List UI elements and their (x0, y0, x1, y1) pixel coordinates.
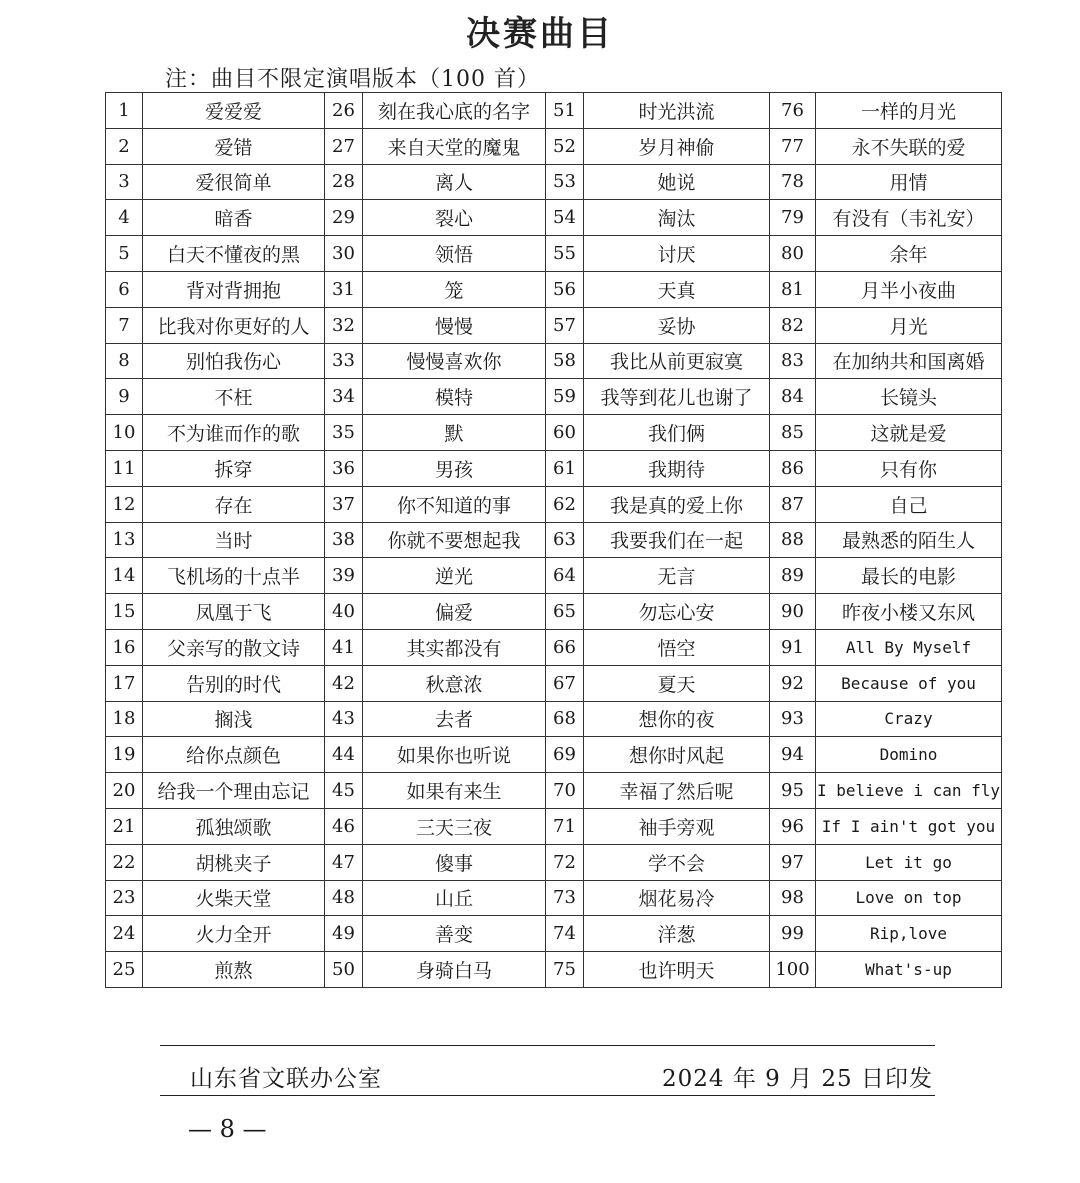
song-title: 别怕我伤心 (143, 343, 325, 379)
song-title: 我等到花儿也谢了 (584, 379, 770, 415)
song-number: 76 (770, 93, 816, 129)
song-title: 慢慢 (363, 307, 546, 343)
song-number: 94 (770, 737, 816, 773)
song-number: 16 (106, 629, 143, 665)
song-title: 我们俩 (584, 415, 770, 451)
song-number: 81 (770, 271, 816, 307)
song-title: 如果你也听说 (363, 737, 546, 773)
song-title: 余年 (816, 236, 1002, 272)
song-number: 64 (546, 558, 584, 594)
song-number: 73 (546, 880, 584, 916)
song-number: 65 (546, 594, 584, 630)
song-title: 裂心 (363, 200, 546, 236)
song-title: 悟空 (584, 629, 770, 665)
table-row (106, 844, 1002, 880)
song-number: 8 (106, 343, 143, 379)
song-number: 89 (770, 558, 816, 594)
song-title: 身骑白马 (363, 952, 546, 988)
song-title: 不枉 (143, 379, 325, 415)
song-title: 想你的夜 (584, 701, 770, 737)
table-row (106, 93, 1002, 129)
song-number: 42 (325, 665, 363, 701)
song-number: 13 (106, 522, 143, 558)
song-title: 凤凰于飞 (143, 594, 325, 630)
table-row (106, 128, 1002, 164)
song-title: 一样的月光 (816, 93, 1002, 129)
song-number: 30 (325, 236, 363, 272)
song-title: 想你时风起 (584, 737, 770, 773)
table-row (106, 522, 1002, 558)
song-number: 80 (770, 236, 816, 272)
song-number: 79 (770, 200, 816, 236)
song-title: 有没有（韦礼安） (816, 200, 1002, 236)
issue-date: 2024 年 9 月 25 日印发 (662, 1066, 933, 1092)
song-title: Crazy (816, 701, 1002, 737)
song-number: 98 (770, 880, 816, 916)
song-title: 笼 (363, 271, 546, 307)
song-title: 洋葱 (584, 916, 770, 952)
song-number: 24 (106, 916, 143, 952)
song-number: 3 (106, 164, 143, 200)
song-number: 75 (546, 952, 584, 988)
song-title: All By Myself (816, 629, 1002, 665)
song-number: 58 (546, 343, 584, 379)
song-title: 煎熬 (143, 952, 325, 988)
song-number: 61 (546, 450, 584, 486)
song-title: 在加纳共和国离婚 (816, 343, 1002, 379)
song-title: 只有你 (816, 450, 1002, 486)
song-number: 4 (106, 200, 143, 236)
song-number: 38 (325, 522, 363, 558)
table-row (106, 952, 1002, 988)
song-title: 爱爱爱 (143, 93, 325, 129)
song-title: 讨厌 (584, 236, 770, 272)
table-row (106, 164, 1002, 200)
song-number: 6 (106, 271, 143, 307)
song-number: 36 (325, 450, 363, 486)
song-number: 59 (546, 379, 584, 415)
song-title: Let it go (816, 844, 1002, 880)
song-number: 72 (546, 844, 584, 880)
song-title: 离人 (363, 164, 546, 200)
song-number: 12 (106, 486, 143, 522)
song-title: 她说 (584, 164, 770, 200)
song-number: 41 (325, 629, 363, 665)
table-row (106, 343, 1002, 379)
song-title: I believe i can fly (816, 773, 1002, 809)
song-number: 68 (546, 701, 584, 737)
song-title: 给你点颜色 (143, 737, 325, 773)
song-number: 25 (106, 952, 143, 988)
song-number: 99 (770, 916, 816, 952)
song-title: 山丘 (363, 880, 546, 916)
table-row (106, 379, 1002, 415)
song-title: 背对背拥抱 (143, 271, 325, 307)
song-title: 白天不懂夜的黑 (143, 236, 325, 272)
song-title: 我期待 (584, 450, 770, 486)
song-number: 87 (770, 486, 816, 522)
table-row (106, 307, 1002, 343)
song-number: 37 (325, 486, 363, 522)
song-title: 我要我们在一起 (584, 522, 770, 558)
song-number: 20 (106, 773, 143, 809)
song-number: 55 (546, 236, 584, 272)
song-number: 54 (546, 200, 584, 236)
song-number: 7 (106, 307, 143, 343)
song-title: 最熟悉的陌生人 (816, 522, 1002, 558)
song-title: 存在 (143, 486, 325, 522)
song-title: 如果有来生 (363, 773, 546, 809)
table-row (106, 665, 1002, 701)
song-title: 勿忘心安 (584, 594, 770, 630)
song-title: 用情 (816, 164, 1002, 200)
song-title: 永不失联的爱 (816, 128, 1002, 164)
song-number: 50 (325, 952, 363, 988)
song-number: 26 (325, 93, 363, 129)
page-number: — 8 — (188, 1115, 267, 1143)
song-title: 不为谁而作的歌 (143, 415, 325, 451)
table-row (106, 773, 1002, 809)
song-title: 月半小夜曲 (816, 271, 1002, 307)
song-number: 31 (325, 271, 363, 307)
song-title: 火力全开 (143, 916, 325, 952)
song-title: 也许明天 (584, 952, 770, 988)
song-title: 拆穿 (143, 450, 325, 486)
song-number: 51 (546, 93, 584, 129)
song-number: 11 (106, 450, 143, 486)
footer-bottom-rule (160, 1095, 935, 1096)
song-number: 39 (325, 558, 363, 594)
song-number: 10 (106, 415, 143, 451)
song-number: 32 (325, 307, 363, 343)
song-number: 53 (546, 164, 584, 200)
song-number: 60 (546, 415, 584, 451)
song-number: 9 (106, 379, 143, 415)
song-title: 我是真的爱上你 (584, 486, 770, 522)
song-title: 逆光 (363, 558, 546, 594)
song-title: 孤独颂歌 (143, 808, 325, 844)
song-title: 妥协 (584, 307, 770, 343)
song-title: 长镜头 (816, 379, 1002, 415)
song-number: 23 (106, 880, 143, 916)
issuing-office: 山东省文联办公室 (190, 1066, 382, 1092)
song-number: 2 (106, 128, 143, 164)
song-number: 15 (106, 594, 143, 630)
page-title: 决赛曲目 (466, 14, 614, 54)
song-number: 95 (770, 773, 816, 809)
song-number: 52 (546, 128, 584, 164)
song-title: 善变 (363, 916, 546, 952)
song-title: 学不会 (584, 844, 770, 880)
song-number: 93 (770, 701, 816, 737)
song-number: 14 (106, 558, 143, 594)
song-title: 袖手旁观 (584, 808, 770, 844)
footer-top-rule (160, 1045, 935, 1046)
song-number: 46 (325, 808, 363, 844)
song-number: 40 (325, 594, 363, 630)
song-number: 43 (325, 701, 363, 737)
song-number: 85 (770, 415, 816, 451)
song-number: 17 (106, 665, 143, 701)
song-number: 78 (770, 164, 816, 200)
song-title: 默 (363, 415, 546, 451)
song-title: 火柴天堂 (143, 880, 325, 916)
song-number: 66 (546, 629, 584, 665)
song-title: 傻事 (363, 844, 546, 880)
song-number: 84 (770, 379, 816, 415)
song-number: 33 (325, 343, 363, 379)
table-row (106, 629, 1002, 665)
song-title: What's-up (816, 952, 1002, 988)
song-number: 5 (106, 236, 143, 272)
song-number: 74 (546, 916, 584, 952)
table-row (106, 916, 1002, 952)
song-title: 我比从前更寂寞 (584, 343, 770, 379)
song-number: 86 (770, 450, 816, 486)
song-title: 淘汰 (584, 200, 770, 236)
song-number: 69 (546, 737, 584, 773)
song-number: 29 (325, 200, 363, 236)
song-number: 70 (546, 773, 584, 809)
table-row (106, 808, 1002, 844)
song-number: 90 (770, 594, 816, 630)
song-title: 比我对你更好的人 (143, 307, 325, 343)
song-number: 27 (325, 128, 363, 164)
song-title: 这就是爱 (816, 415, 1002, 451)
song-number: 44 (325, 737, 363, 773)
table-row (106, 486, 1002, 522)
song-number: 97 (770, 844, 816, 880)
song-title: 来自天堂的魔鬼 (363, 128, 546, 164)
song-number: 56 (546, 271, 584, 307)
song-number: 82 (770, 307, 816, 343)
song-title: Rip,love (816, 916, 1002, 952)
song-title: 夏天 (584, 665, 770, 701)
song-number: 57 (546, 307, 584, 343)
song-title: 刻在我心底的名字 (363, 93, 546, 129)
table-row (106, 415, 1002, 451)
song-number: 63 (546, 522, 584, 558)
song-title: 领悟 (363, 236, 546, 272)
song-title: 时光洪流 (584, 93, 770, 129)
song-number: 100 (770, 952, 816, 988)
song-number: 28 (325, 164, 363, 200)
song-title: 最长的电影 (816, 558, 1002, 594)
song-title: 胡桃夹子 (143, 844, 325, 880)
song-title: 慢慢喜欢你 (363, 343, 546, 379)
song-title: 秋意浓 (363, 665, 546, 701)
version-note: 注：曲目不限定演唱版本（100 首） (165, 67, 540, 92)
song-number: 49 (325, 916, 363, 952)
song-number: 88 (770, 522, 816, 558)
song-title: 无言 (584, 558, 770, 594)
song-title: 烟花易冷 (584, 880, 770, 916)
table-row (106, 701, 1002, 737)
song-title: 暗香 (143, 200, 325, 236)
song-title: 去者 (363, 701, 546, 737)
song-title: 爱很简单 (143, 164, 325, 200)
song-number: 91 (770, 629, 816, 665)
song-number: 18 (106, 701, 143, 737)
song-number: 35 (325, 415, 363, 451)
song-number: 21 (106, 808, 143, 844)
song-title: 告别的时代 (143, 665, 325, 701)
song-title: 父亲写的散文诗 (143, 629, 325, 665)
song-number: 19 (106, 737, 143, 773)
song-number: 92 (770, 665, 816, 701)
song-title: 偏爱 (363, 594, 546, 630)
song-title: 搁浅 (143, 701, 325, 737)
song-title: 岁月神偷 (584, 128, 770, 164)
song-title: 男孩 (363, 450, 546, 486)
table-row (106, 737, 1002, 773)
song-number: 83 (770, 343, 816, 379)
song-title: 飞机场的十点半 (143, 558, 325, 594)
song-title: 你不知道的事 (363, 486, 546, 522)
song-title: If I ain't got you (816, 808, 1002, 844)
song-number: 48 (325, 880, 363, 916)
song-number: 34 (325, 379, 363, 415)
song-number: 45 (325, 773, 363, 809)
table-row (106, 271, 1002, 307)
song-number: 47 (325, 844, 363, 880)
song-title: 模特 (363, 379, 546, 415)
song-title: 你就不要想起我 (363, 522, 546, 558)
song-title: Love on top (816, 880, 1002, 916)
song-number: 22 (106, 844, 143, 880)
song-title: Domino (816, 737, 1002, 773)
song-number: 1 (106, 93, 143, 129)
table-row (106, 236, 1002, 272)
song-title: 昨夜小楼又东风 (816, 594, 1002, 630)
song-title: 三天三夜 (363, 808, 546, 844)
song-title: 幸福了然后呢 (584, 773, 770, 809)
song-title: 其实都没有 (363, 629, 546, 665)
song-number: 77 (770, 128, 816, 164)
song-title: 自己 (816, 486, 1002, 522)
table-row (106, 880, 1002, 916)
song-title: 月光 (816, 307, 1002, 343)
table-row (106, 558, 1002, 594)
song-number: 71 (546, 808, 584, 844)
song-title: 当时 (143, 522, 325, 558)
song-title: 天真 (584, 271, 770, 307)
song-list-table (105, 92, 1002, 988)
song-number: 96 (770, 808, 816, 844)
table-row (106, 200, 1002, 236)
song-title: Because of you (816, 665, 1002, 701)
song-number: 67 (546, 665, 584, 701)
song-title: 爱错 (143, 128, 325, 164)
table-row (106, 450, 1002, 486)
song-title: 给我一个理由忘记 (143, 773, 325, 809)
table-row (106, 594, 1002, 630)
song-number: 62 (546, 486, 584, 522)
